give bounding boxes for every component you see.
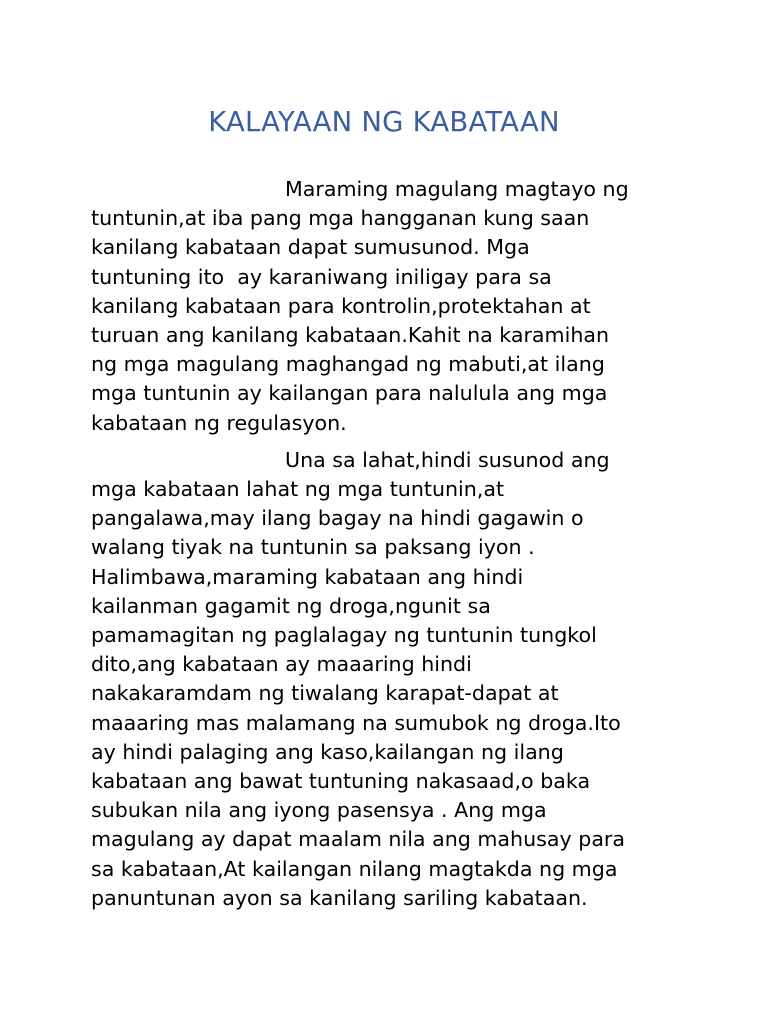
paragraph-line: walang tiyak na tuntunin sa paksang iyon .: [91, 535, 535, 560]
document-body: [91, 175, 691, 921]
paragraph-line: tuntunin,at iba pang mga hangganan kung saan: [91, 206, 590, 231]
paragraph-1: [91, 175, 691, 438]
paragraph-line: ay hindi palaging ang kaso,kailangan ng ilang: [91, 739, 564, 764]
paragraph-line: pangalawa,may ilang bagay na hindi gagawin o: [91, 506, 584, 531]
paragraph-line: magulang ay dapat maalam nila ang mahusay para: [91, 827, 626, 852]
paragraph-line: pamamagitan ng paglalagay ng tuntunin tungkol: [91, 623, 597, 648]
paragraph-line: kailanman gagamit ng droga,ngunit sa: [91, 593, 491, 618]
paragraph-line: kabataan ng regulasyon.: [91, 410, 347, 435]
paragraph-line: kanilang kabataan dapat sumusunod. Mga: [91, 235, 530, 260]
paragraph-line: kabataan ang bawat tuntuning nakasaad,o baka: [91, 769, 591, 794]
paragraph-line: Maraming magulang magtayo ng: [285, 177, 629, 201]
paragraph-line: ng mga magulang maghangad ng mabuti,at ilang: [91, 352, 605, 377]
paragraph-line: mga tuntunin ay kailangan para nalulula ang mga: [91, 381, 608, 406]
paragraph-line: turuan ang kanilang kabataan.Kahit na karamihan: [91, 323, 610, 348]
paragraph-line: tuntuning ito ay karaniwang iniligay para sa: [91, 264, 552, 289]
paragraph-line: mga kabataan lahat ng mga tuntunin,at: [91, 477, 505, 502]
paragraph-line: Una sa lahat,hindi susunod ang: [285, 447, 610, 472]
paragraph-line: panuntunan ayon sa kanilang sariling kabataan.: [91, 885, 588, 910]
paragraph-line: Halimbawa,maraming kabataan ang hindi: [91, 564, 524, 589]
paragraph-2: [91, 446, 691, 913]
paragraph-line: kanilang kabataan para kontrolin,protektahan at: [91, 293, 591, 318]
paragraph-line: dito,ang kabataan ay maaaring hindi: [91, 652, 472, 677]
document-title: KALAYAAN NG KABATAAN: [208, 106, 560, 138]
paragraph-line: maaaring mas malamang na sumubok ng droga.Ito: [91, 710, 621, 735]
paragraph-line: sa kabataan,At kailangan nilang magtakda ng mga: [91, 856, 618, 881]
paragraph-line: nakakaramdam ng tiwalang karapat-dapat at: [91, 681, 559, 706]
paragraph-line: subukan nila ang iyong pasensya . Ang mga: [91, 798, 547, 823]
